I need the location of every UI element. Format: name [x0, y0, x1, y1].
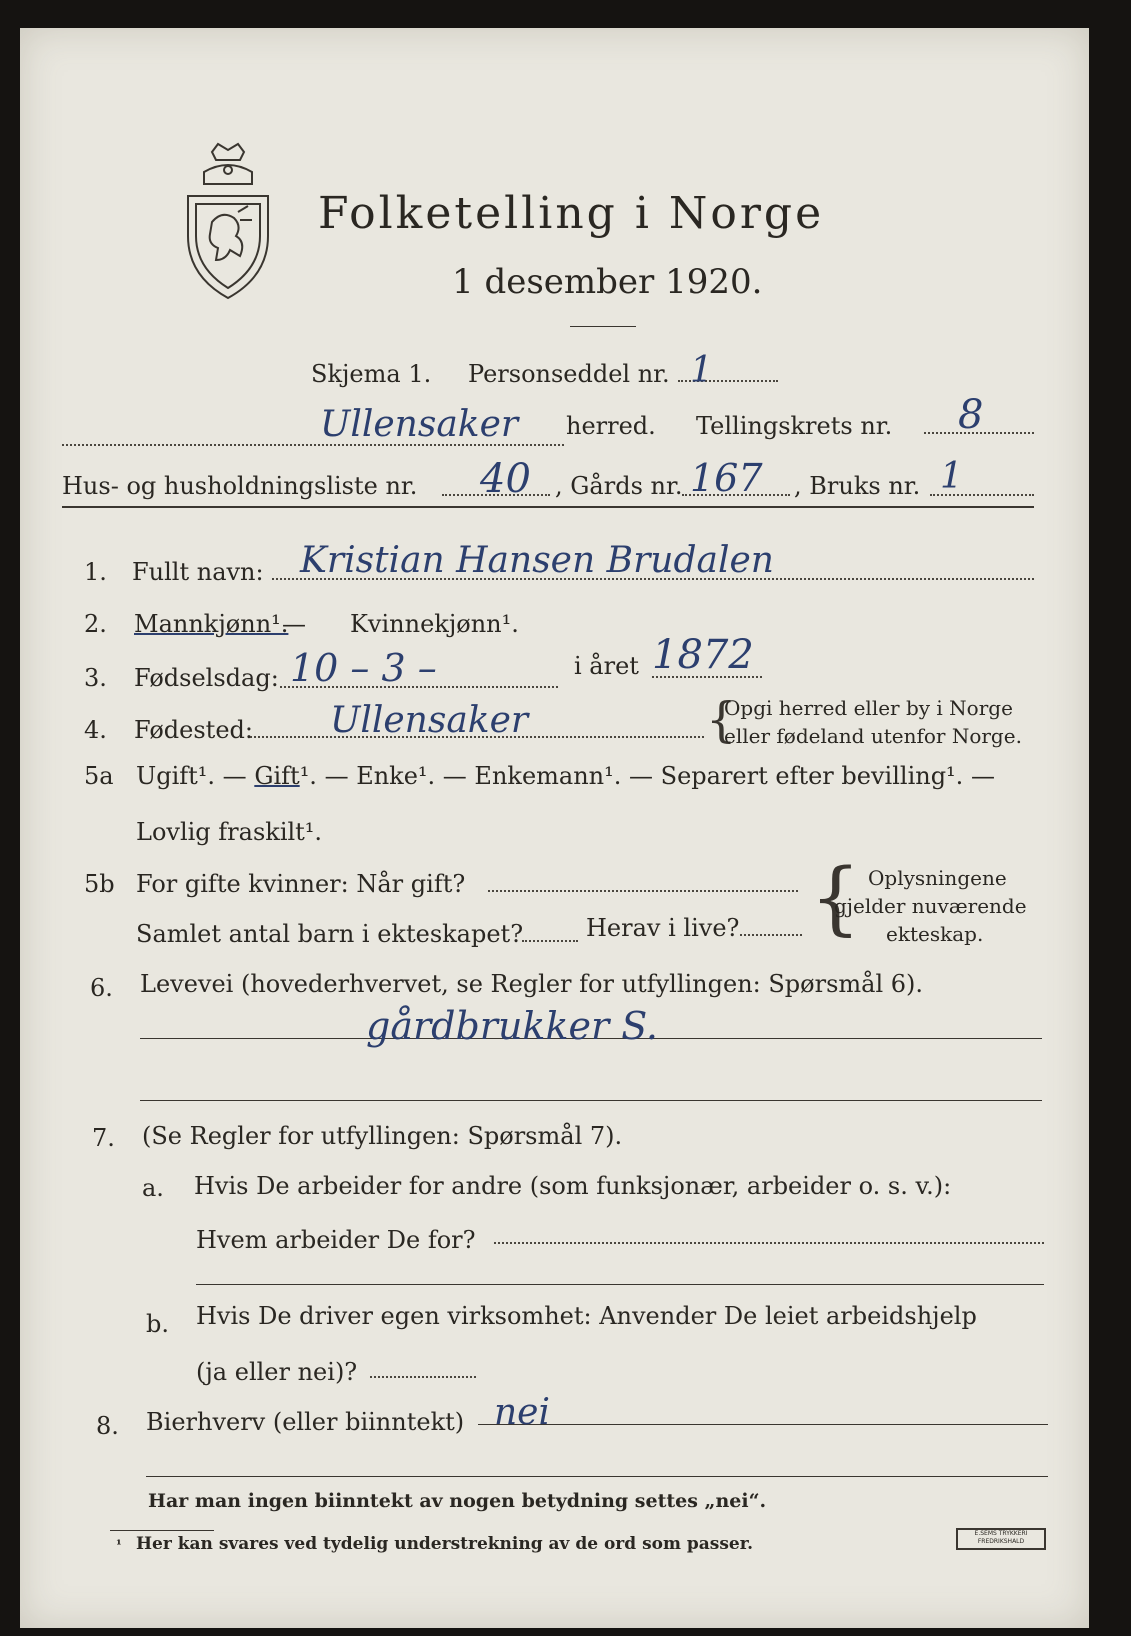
q2-number: 2. — [84, 610, 107, 638]
q7a-employer-label: Hvem arbeider De for? — [196, 1226, 476, 1254]
hus-value: 40 — [480, 456, 531, 502]
gender-male-option: Mannkjønn¹. — [134, 610, 289, 638]
q5b-living: Herav i live? — [586, 914, 740, 942]
q1-label: Fullt navn: — [132, 558, 264, 586]
q4-number: 4. — [84, 716, 107, 744]
gards-value: 167 — [690, 456, 763, 500]
printer-stamp — [956, 1528, 1046, 1550]
q7b-question: Hvis De driver egen virksomhet: Anvender De leiet arbeidshjelp — [196, 1302, 977, 1330]
q1-number: 1. — [84, 558, 107, 586]
q7b-number: b. — [146, 1310, 169, 1338]
coat-of-arms-icon — [182, 142, 274, 302]
personseddel-label: Personseddel nr. — [468, 360, 670, 388]
form-title: Folketelling i Norge — [318, 188, 825, 239]
q5b-note-1: Oplysningene — [868, 866, 1007, 890]
marital-status-line: Ugift¹. — Gift¹. — Enke¹. — Enkemann¹. — Separert efter bevilling¹. — — [136, 762, 995, 790]
q4-label: Fødested: — [134, 716, 253, 744]
q5b-note-2: gjelder nuværende — [834, 894, 1027, 918]
footer-note: Har man ingen biinntekt av nogen betydning settes „nei“. — [148, 1490, 767, 1512]
q7-number: 7. — [92, 1124, 115, 1152]
birthplace-note-1: Opgi herred eller by i Norge — [724, 696, 1013, 720]
marital-other-options: — Enke¹. — Enkemann¹. — Separert efter bevilling¹. — — [316, 762, 995, 790]
printer-stamp-line-1: E.SEMS TRYKKERI — [974, 1530, 1028, 1537]
herred-value: Ullensaker — [320, 404, 519, 445]
q5b-married-when: For gifte kvinner: Når gift? — [136, 870, 466, 898]
q7b-yes-no-label: (ja eller nei)? — [196, 1358, 358, 1386]
printer-stamp-line-2: FREDRIKSHALD — [977, 1538, 1025, 1545]
header-rule — [62, 506, 1034, 508]
q8-number: 8. — [96, 1412, 119, 1440]
gender-separator: — — [282, 610, 306, 638]
bruks-label: , Bruks nr. — [794, 472, 921, 500]
marital-married: Gift — [254, 762, 300, 790]
side-income-value: nei — [494, 1392, 551, 1433]
birth-year-value: 1872 — [652, 632, 754, 678]
birth-year-label: i året — [574, 652, 639, 680]
birthplace-note-2: eller fødeland utenfor Norge. — [724, 724, 1022, 748]
q5b-number: 5b — [84, 870, 115, 898]
q6-number: 6. — [90, 974, 113, 1002]
q3-label: Fødselsdag: — [134, 664, 279, 692]
q7-label: (Se Regler for utfyllingen: Spørsmål 7). — [142, 1122, 623, 1150]
q5a-number: 5a — [84, 762, 114, 790]
title-divider — [570, 326, 636, 327]
gender-female-option: Kvinnekjønn¹. — [350, 610, 519, 638]
q7a-number: a. — [142, 1174, 164, 1202]
marital-unmarried: Ugift¹. — [136, 762, 216, 790]
q8-label: Bierhverv (eller biinntekt) — [146, 1408, 465, 1436]
tellingskrets-value: 8 — [958, 392, 984, 438]
occupation-value: gårdbrukker S. — [366, 1004, 658, 1048]
census-date: 1 desember 1920. — [452, 262, 763, 302]
footnote-text: Her kan svares ved tydelig understrekning av de ord som passer. — [136, 1534, 754, 1554]
q6-label: Levevei (hovederhvervet, se Regler for utfyllingen: Spørsmål 6). — [140, 970, 924, 998]
marital-divorced: Lovlig fraskilt¹. — [136, 818, 323, 846]
q7a-question: Hvis De arbeider for andre (som funksjonær, arbeider o. s. v.): — [194, 1172, 952, 1200]
hus-label: Hus- og husholdningsliste nr. — [62, 472, 418, 500]
footnote-mark: ¹ — [116, 1538, 122, 1553]
schema-label: Skjema 1. — [311, 360, 432, 388]
q5b-note-3: ekteskap. — [886, 922, 984, 946]
herred-label: herred. — [566, 412, 656, 440]
birthdate-value: 10 – 3 – — [290, 646, 437, 690]
q5b-children-count: Samlet antal barn i ekteskapet? — [136, 920, 524, 948]
q3-number: 3. — [84, 664, 107, 692]
birthplace-value: Ullensaker — [330, 700, 529, 741]
bruks-value: 1 — [940, 456, 963, 497]
personseddel-value: 1 — [690, 350, 713, 391]
full-name-value: Kristian Hansen Brudalen — [300, 540, 774, 581]
gards-label: , Gårds nr. — [555, 472, 683, 500]
tellingskrets-label: Tellingskrets nr. — [696, 412, 893, 440]
